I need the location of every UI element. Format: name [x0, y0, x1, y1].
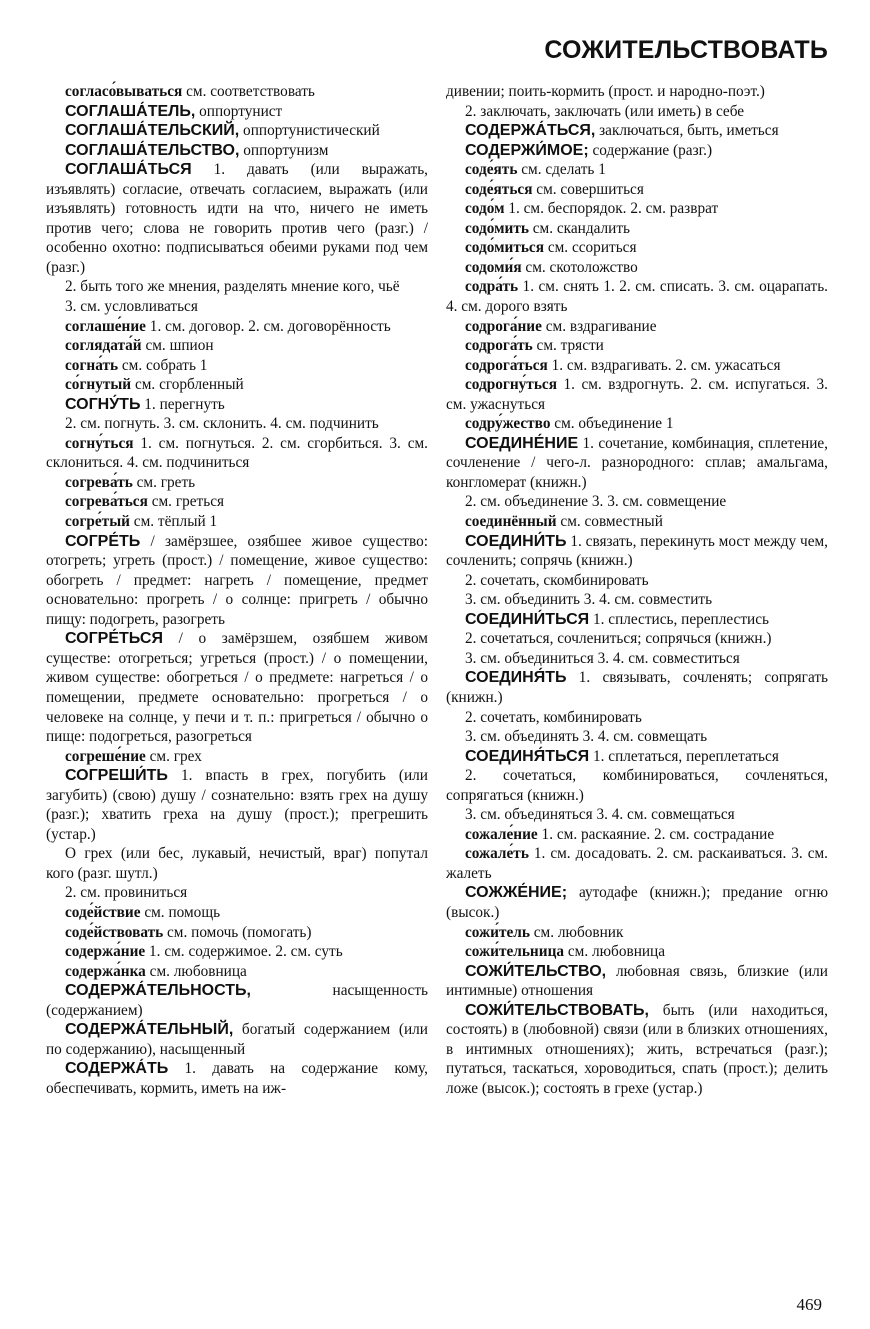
dictionary-entry: [446, 590, 828, 610]
dictionary-entry: [446, 766, 828, 805]
entry-definition: см. тёплый 1: [129, 513, 218, 531]
entry-headword: содрогну́ться: [465, 376, 557, 394]
entry-headword: СОДЕРЖА́ТЬ: [65, 1060, 169, 1078]
dictionary-entry: [46, 82, 428, 102]
dictionary-entry: [46, 923, 428, 943]
entry-definition: см. любовница: [145, 962, 247, 980]
entry-definition: О грех (или бес, лукавый, нечистый, враг) попутал кого (разг. шутл.): [46, 845, 428, 882]
entry-definition: 1. давать на содержание кому, обеспечивать, кормить, иметь на иж-: [46, 1060, 428, 1097]
dictionary-entry: [446, 532, 828, 571]
dictionary-entry: [446, 629, 828, 649]
dictionary-entry: [446, 708, 828, 728]
dictionary-entry: [46, 981, 428, 1020]
entry-definition: заключаться, быть, иметься: [595, 122, 779, 140]
entry-definition: дивении; поить-кормить (прост. и народно-поэт.): [446, 83, 765, 100]
entry-headword: СОГРЕШИ́ТЬ: [65, 767, 168, 785]
entry-definition: см. ссориться: [544, 239, 637, 257]
entry-headword: сожи́тель: [465, 923, 530, 941]
entry-definition: см. собрать 1: [118, 356, 208, 374]
entry-definition: аутодафе (книжн.); предание огню (высок.): [446, 884, 828, 921]
entry-headword: содержа́нка: [65, 962, 146, 980]
entry-headword: СОЕДИНЯ́ТЬ: [465, 669, 567, 687]
dictionary-entry: [46, 747, 428, 767]
dictionary-entry: [46, 962, 428, 982]
entry-headword: согрева́ть: [65, 473, 133, 491]
entry-definition: 2. сочетать, комбинировать: [465, 708, 642, 726]
entry-headword: СОЖЖЕ́НИЕ;: [465, 884, 568, 902]
dictionary-entry: [46, 277, 428, 297]
entry-headword: СОЕДИНИ́ТЬСЯ: [465, 610, 590, 628]
entry-headword: согрева́ться: [65, 493, 148, 511]
dictionary-entry: [446, 434, 828, 493]
entry-definition: 1. связывать, сочленять; сопрягать (книжн.): [446, 669, 828, 706]
dictionary-entry: [46, 434, 428, 473]
entry-definition: см. трясти: [532, 337, 604, 355]
entry-definition: / о замёрзшем, озябшем живом существе: отогреться; угреться (прост.) / о помещении, живом существе: обогреться / о предмете: нагреться / о помещении, предмете основательно: прогреться / о человеке на солнце, у печи и т. п.: пригреться / обычно о пище: подогреться, разогреться: [46, 630, 428, 746]
entry-definition: 3. см. объединяться 3. 4. см. совмещаться: [465, 806, 735, 824]
entry-definition: 2. см. провиниться: [65, 884, 188, 902]
entry-definition: 1. связать, перекинуть мост между чем, сочленить; сопрячь (книжн.): [446, 532, 828, 570]
entry-definition: см. скандалить: [528, 219, 631, 237]
entry-definition: 3. см. объединиться 3. 4. см. совместиться: [465, 649, 740, 667]
dictionary-entry: [46, 512, 428, 532]
entry-headword: соде́ять: [465, 161, 518, 179]
entry-definition: 1. см. содержимое. 2. см. суть: [145, 943, 343, 961]
entry-definition: 1. см. беспорядок. 2. см. разврат: [504, 200, 719, 218]
dictionary-entry: [446, 375, 828, 414]
left-column: [46, 82, 428, 1098]
entry-definition: 2. заключать, заключать (или иметь) в себе: [465, 102, 745, 120]
entry-definition: содержание (разг.): [588, 141, 713, 159]
entry-headword: содержа́ние: [65, 943, 146, 961]
entry-headword: соглаше́ние: [65, 317, 146, 335]
dictionary-entry: [46, 160, 428, 277]
entry-headword: соде́йствовать: [65, 923, 164, 941]
entry-definition: 1. см. досадовать. 2. см. раскаиваться. 3. см. жалеть: [446, 845, 828, 882]
entry-headword: СОДЕРЖИ́МОЕ;: [465, 141, 589, 159]
dictionary-entry: [446, 492, 828, 512]
entry-headword: СОГЛАША́ТЬСЯ: [65, 161, 192, 179]
entry-headword: СОГЛАША́ТЕЛЬ,: [65, 102, 196, 120]
dictionary-entry: [446, 141, 828, 161]
dictionary-entry: [446, 512, 828, 532]
dictionary-entry: [46, 102, 428, 122]
entry-headword: содрога́ние: [465, 317, 542, 335]
entry-headword: со́гнутый: [65, 376, 132, 394]
entry-definition: 2. см. объединение 3. 3. см. совмещение: [465, 493, 727, 511]
entry-definition: богатый содержанием (или по содержанию), насыщенный: [46, 1021, 428, 1058]
entry-definition: оппортунизм: [239, 141, 329, 159]
entry-definition: 3. см. условливаться: [65, 298, 198, 316]
entry-definition: быть (или находиться, состоять) в (любовной) связи (или в близких отношениях, в интимных отношениях); жить, встречаться (разг.); путаться, таскаться, хороводиться, спать (прост.); делить ложе (высок.); состоять в грехе (устар.): [446, 1001, 828, 1097]
dictionary-entry: [46, 629, 428, 746]
right-column: [446, 82, 828, 1098]
entry-headword: содрога́ть: [465, 337, 533, 355]
dictionary-entry: [446, 317, 828, 337]
entry-definition: см. соответствовать: [182, 83, 315, 100]
entry-headword: соде́яться: [465, 180, 533, 198]
dictionary-entry: [446, 727, 828, 747]
entry-definition: см. совершиться: [532, 180, 644, 198]
dictionary-entry: [46, 473, 428, 493]
entry-headword: сожале́ть: [465, 845, 529, 863]
dictionary-entry: [446, 747, 828, 767]
entry-headword: содра́ть: [465, 278, 519, 296]
entry-headword: СОЕДИНЕ́НИЕ: [465, 434, 579, 452]
dictionary-entry: [446, 238, 828, 258]
dictionary-entry: [446, 180, 828, 200]
dictionary-entry: [446, 219, 828, 239]
entry-headword: сожале́ние: [465, 825, 538, 843]
entry-definition: 1. сплестись, переплестись: [589, 610, 769, 628]
entry-definition: 1. см. вздрогнуть. 2. см. испугаться. 3. см. ужаснуться: [446, 376, 828, 413]
entry-definition: 1. см. снять 1. 2. см. списать. 3. см. оцарапать. 4. см. дорого взять: [446, 278, 828, 316]
entry-definition: см. скотоложство: [521, 258, 638, 276]
dictionary-entry: [446, 805, 828, 825]
entry-headword: СОЖИ́ТЕЛЬСТВО,: [465, 962, 607, 980]
entry-definition: 3. см. объединять 3. 4. см. совмещать: [465, 728, 708, 746]
entry-definition: см. помочь (помогать): [163, 923, 312, 941]
entry-headword: СОДЕРЖА́ТЕЛЬНЫЙ,: [65, 1021, 234, 1039]
entry-headword: соединённый: [465, 513, 557, 531]
entry-definition: 3. см. объединить 3. 4. см. совместить: [465, 591, 713, 609]
dictionary-entry: [46, 1020, 428, 1059]
entry-definition: см. сделать 1: [517, 161, 606, 179]
entry-definition: 1. сочетание, комбинация, сплетение, сочленение / чего-л. разнородного: сплав; амальгама, конгломерат (книжн.): [446, 434, 828, 491]
dictionary-entry: [46, 297, 428, 317]
dictionary-entry: [46, 942, 428, 962]
entry-definition: 1. см. раскаяние. 2. см. сострадание: [537, 825, 775, 843]
entry-headword: согре́тый: [65, 513, 130, 531]
dictionary-entry: [446, 414, 828, 434]
entry-definition: см. греться: [147, 493, 225, 511]
dictionary-entry: [446, 923, 828, 943]
dictionary-entry: [46, 1059, 428, 1098]
entry-definition: см. совместный: [556, 513, 663, 531]
entry-headword: СОГРЕ́ТЬСЯ: [65, 630, 163, 648]
entry-definition: 1. давать (или выражать, изъявлять) согласие, отвечать согласием, выражать (или изъявлять) готовность идти на что, ничего не иметь против чего; слова не говорить против чего (разг.) / особенно охотно: подписываться обеими руками под чем (разг.): [46, 161, 428, 276]
entry-headword: содо́мить: [465, 219, 529, 237]
entry-definition: / замёрзшее, озябшее живое существо: отогреть; угреть (прост.) / помещение, живое существо: обогреть / предмет: нагреть / помещение, предмет основательно: прогреть / о солнце: пригреть / обычно пищу: подогреть, разогреть: [46, 532, 428, 628]
dictionary-entry: [446, 199, 828, 219]
dictionary-entry: [46, 317, 428, 337]
dictionary-entry: [46, 492, 428, 512]
entry-definition: оппортунистический: [239, 122, 380, 140]
dictionary-entry: [446, 883, 828, 922]
dictionary-entry: [46, 336, 428, 356]
entry-headword: СОГЛАША́ТЕЛЬСТВО,: [65, 141, 240, 159]
dictionary-entry: [446, 844, 828, 883]
entry-headword: СОДЕРЖА́ТЬСЯ,: [465, 122, 596, 140]
entry-definition: 2. сочетаться, сочлениться; сопрячься (книжн.): [465, 630, 772, 648]
entry-definition: см. любовница: [564, 943, 666, 961]
dictionary-entry: [46, 532, 428, 630]
entry-definition: см. любовник: [529, 923, 624, 941]
entry-headword: соде́йствие: [65, 903, 141, 921]
entry-headword: согласо́вываться: [65, 83, 183, 100]
entry-headword: соглядата́й: [65, 337, 142, 355]
dictionary-entry: [446, 1001, 828, 1099]
dictionary-entry: [46, 414, 428, 434]
entry-headword: сожи́тельница: [465, 943, 565, 961]
dictionary-entry: [446, 277, 828, 316]
dictionary-entry: [446, 610, 828, 630]
dictionary-entry: [46, 395, 428, 415]
dictionary-entry: [446, 825, 828, 845]
entry-definition: 2. сочетать, скомбинировать: [465, 571, 649, 589]
entry-headword: содоми́я: [465, 258, 522, 276]
dictionary-entry: [446, 258, 828, 278]
entry-headword: СОГЛАША́ТЕЛЬСКИЙ,: [65, 122, 240, 140]
entry-headword: содо́миться: [465, 239, 544, 257]
entry-headword: СОГРЕ́ТЬ: [65, 532, 141, 550]
entry-definition: см. сгорбленный: [131, 376, 244, 394]
entry-definition: 1. впасть в грех, погубить (или загубить) (свою) душу / сознательно: взять грех на душу (разг.); хватить греха на душу (прост.); прегрешить (устар.): [46, 767, 428, 843]
dictionary-entry: [446, 82, 828, 102]
entry-headword: содру́жество: [465, 415, 551, 433]
entry-definition: 1. перегнуть: [140, 395, 225, 413]
entry-definition: 1. см. погнуться. 2. см. сгорбиться. 3. см. склониться. 4. см. подчиниться: [46, 434, 428, 472]
dictionary-entry: [446, 102, 828, 122]
entry-definition: см. помощь: [140, 903, 221, 921]
entry-definition: см. греть: [132, 473, 196, 491]
entry-headword: содо́м: [465, 200, 505, 218]
entry-definition: см. объединение 1: [550, 415, 674, 433]
entry-headword: согна́ть: [65, 356, 119, 374]
entry-definition: насыщенность (содержанием): [46, 982, 428, 1019]
dictionary-entry: [46, 141, 428, 161]
entry-definition: см. шпион: [141, 337, 214, 355]
dictionary-entry: [46, 903, 428, 923]
running-head: СОЖИТЕЛЬСТВОВАТЬ: [544, 36, 828, 64]
entry-definition: 1. см. вздрагивать. 2. см. ужасаться: [547, 356, 781, 374]
dictionary-entry: [46, 883, 428, 903]
entry-definition: 1. см. договор. 2. см. договорённость: [145, 317, 391, 335]
entry-headword: содрога́ться: [465, 356, 548, 374]
entry-headword: согреше́ние: [65, 747, 146, 765]
entry-headword: СОЕДИНИ́ТЬ: [465, 532, 567, 550]
entry-definition: см. грех: [145, 747, 202, 765]
dictionary-entry: [46, 844, 428, 883]
entry-definition: оппортунист: [195, 102, 283, 120]
dictionary-entry: [46, 356, 428, 376]
dictionary-entry: [46, 121, 428, 141]
entry-headword: СОЕДИНЯ́ТЬСЯ: [465, 747, 590, 765]
dictionary-entry: [46, 766, 428, 844]
dictionary-entry: [446, 571, 828, 591]
dictionary-entry: [446, 649, 828, 669]
entry-definition: любовная связь, близкие (или интимные) отношения: [446, 962, 828, 1000]
dictionary-entry: [446, 356, 828, 376]
entry-headword: согну́ться: [65, 434, 134, 452]
dictionary-entry: [446, 160, 828, 180]
entry-definition: см. вздрагивание: [541, 317, 657, 335]
dictionary-entry: [446, 336, 828, 356]
page-number: 469: [796, 1295, 822, 1314]
entry-definition: 2. сочетаться, комбинироваться, сочленяться, сопрягаться (книжн.): [446, 767, 828, 804]
entry-headword: СОЖИ́ТЕЛЬСТВОВАТЬ,: [465, 1001, 649, 1019]
entry-definition: 1. сплетаться, переплетаться: [589, 747, 779, 765]
dictionary-entry: [46, 375, 428, 395]
dictionary-entry: [446, 121, 828, 141]
dictionary-entry: [446, 962, 828, 1001]
entry-headword: СОДЕРЖА́ТЕЛЬНОСТЬ,: [65, 982, 251, 1000]
dictionary-entry: [446, 942, 828, 962]
entry-definition: 2. см. погнуть. 3. см. склонить. 4. см. подчинить: [65, 415, 379, 433]
entry-headword: СОГНУ́ТЬ: [65, 395, 141, 413]
entry-definition: 2. быть того же мнения, разделять мнение кого, чьё: [65, 278, 400, 296]
dictionary-entry: [446, 668, 828, 707]
